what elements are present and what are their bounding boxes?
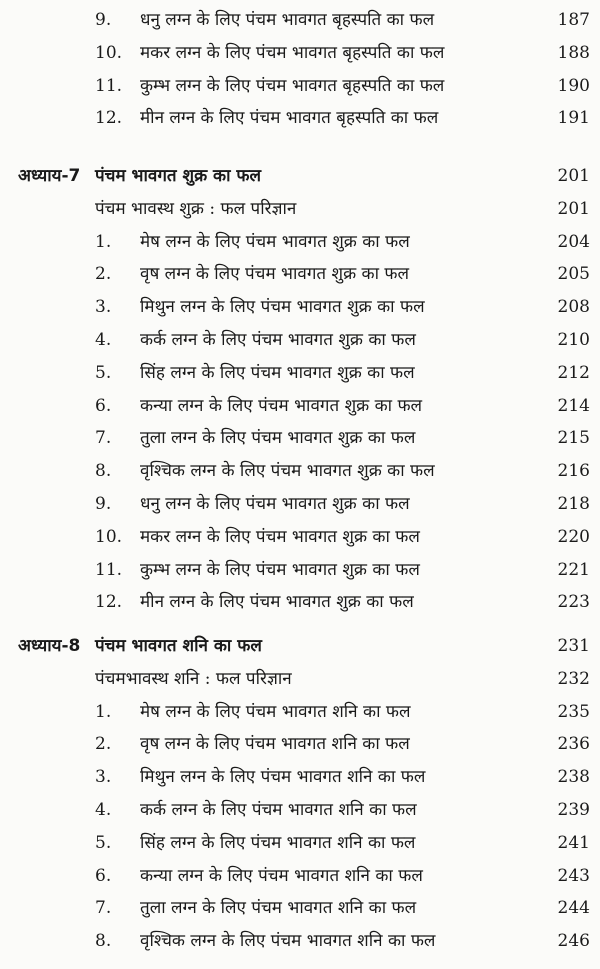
entry-title: मकर लग्न के लिए पंचम भावगत बृहस्पति का फल: [140, 42, 445, 63]
toc-entry: [0, 38, 600, 68]
toc-entry: [0, 489, 600, 519]
toc-entry: [0, 522, 600, 552]
entry-number: 10.: [95, 526, 123, 547]
entry-title: मेष लग्न के लिए पंचम भावगत शुक्र का फल: [140, 231, 410, 252]
page-number: 210: [557, 330, 590, 350]
page-number: 243: [557, 865, 590, 886]
entry-number: 8.: [95, 461, 112, 482]
toc-entry: [0, 893, 600, 923]
page-number: 214: [557, 395, 590, 416]
page-number: 235: [557, 701, 590, 722]
page-number: 239: [557, 800, 590, 820]
entry-number: 1.: [95, 701, 112, 722]
entry-title: कुम्भ लग्न के लिए पंचम भावगत बृहस्पति का फल: [140, 75, 445, 96]
page-number: 238: [557, 767, 590, 788]
entry-title: सिंह लग्न के लिए पंचम भावगत शनि का फल: [140, 832, 416, 853]
page-number: 201: [557, 198, 590, 219]
entry-title: कर्क लग्न के लिए पंचम भावगत शनि का फल: [140, 800, 417, 820]
toc-entry: [0, 259, 600, 289]
entry-number: 5.: [95, 362, 112, 383]
chapter-title: पंचम भावगत शनि का फल: [95, 636, 262, 656]
entry-title: मिथुन लग्न के लिए पंचम भावगत शनि का फल: [140, 767, 426, 788]
entry-title: वृष लग्न के लिए पंचम भावगत शनि का फल: [140, 734, 410, 755]
page-number: 244: [557, 898, 590, 919]
entry-title: कन्या लग्न के लिए पंचम भावगत शनि का फल: [140, 865, 423, 886]
entry-number: 7.: [95, 898, 112, 919]
chapter-intro: [0, 194, 600, 224]
page-number: 205: [557, 264, 590, 285]
toc-entry: [0, 325, 600, 355]
entry-number: 12.: [95, 592, 123, 613]
entry-title: धनु लग्न के लिए पंचम भावगत शुक्र का फल: [140, 494, 410, 514]
entry-number: 9.: [95, 10, 112, 30]
entry-title: कुम्भ लग्न के लिए पंचम भावगत शुक्र का फल: [140, 559, 420, 580]
entry-number: 4.: [95, 330, 112, 350]
entry-title: मिथुन लग्न के लिए पंचम भावगत शुक्र का फल: [140, 297, 425, 318]
intro-title: पंचमभावस्थ शनि : फल परिज्ञान: [95, 668, 292, 689]
entry-number: 2.: [95, 264, 112, 285]
entry-number: 1.: [95, 231, 112, 252]
entry-number: 5.: [95, 832, 112, 853]
toc-entry: [0, 292, 600, 322]
entry-number: 4.: [95, 800, 112, 820]
page-number: 216: [557, 461, 590, 482]
page-number: 246: [557, 931, 590, 952]
page-number: 187: [557, 10, 590, 30]
page-number: 212: [557, 362, 590, 383]
chapter-label: अध्याय-7: [18, 166, 81, 186]
toc-entry: [0, 391, 600, 421]
page-number: 215: [557, 428, 590, 449]
toc-entry: [0, 227, 600, 257]
entry-title: तुला लग्न के लिए पंचम भावगत शुक्र का फल: [140, 428, 416, 449]
chapter-intro: [0, 664, 600, 694]
entry-number: 11.: [95, 75, 123, 96]
page-number: 220: [557, 526, 590, 547]
entry-number: 2.: [95, 734, 112, 755]
toc-entry: [0, 358, 600, 388]
entry-title: वृश्चिक लग्न के लिए पंचम भावगत शुक्र का फल: [140, 461, 435, 482]
toc-entry: [0, 762, 600, 792]
entry-title: तुला लग्न के लिए पंचम भावगत शनि का फल: [140, 898, 417, 919]
entry-number: 6.: [95, 865, 112, 886]
toc-entry: [0, 103, 600, 133]
entry-number: 12.: [95, 108, 123, 129]
toc-entry: [0, 828, 600, 858]
page-number: 221: [557, 559, 590, 580]
toc-entry: [0, 71, 600, 101]
entry-number: 7.: [95, 428, 112, 449]
toc-entry: [0, 5, 600, 35]
intro-title: पंचम भावस्थ शुक्र : फल परिज्ञान: [95, 198, 297, 219]
entry-title: कन्या लग्न के लिए पंचम भावगत शुक्र का फल: [140, 395, 423, 416]
toc-entry: [0, 555, 600, 585]
entry-title: मीन लग्न के लिए पंचम भावगत शुक्र का फल: [140, 592, 414, 613]
toc-entry: [0, 795, 600, 825]
page-number: 188: [557, 42, 590, 63]
page-number: 236: [557, 734, 590, 755]
entry-title: धनु लग्न के लिए पंचम भावगत बृहस्पति का फल: [140, 10, 435, 30]
entry-number: 10.: [95, 42, 123, 63]
page-number: 190: [557, 75, 590, 96]
toc-entry: [0, 423, 600, 453]
entry-title: मेष लग्न के लिए पंचम भावगत शनि का फल: [140, 701, 411, 722]
toc-entry: [0, 587, 600, 617]
entry-number: 6.: [95, 395, 112, 416]
entry-title: वृश्चिक लग्न के लिए पंचम भावगत शनि का फल: [140, 931, 436, 952]
toc-entry: [0, 456, 600, 486]
entry-title: कर्क लग्न के लिए पंचम भावगत शुक्र का फल: [140, 330, 416, 350]
entry-number: 11.: [95, 559, 123, 580]
toc-entry: [0, 697, 600, 727]
page-number: 218: [557, 494, 590, 514]
entry-number: 3.: [95, 767, 112, 788]
page-number: 191: [557, 108, 590, 129]
page-number: 231: [557, 636, 590, 656]
toc-entry: [0, 729, 600, 759]
entry-title: सिंह लग्न के लिए पंचम भावगत शुक्र का फल: [140, 362, 415, 383]
entry-number: 9.: [95, 494, 112, 514]
toc-entry: [0, 861, 600, 891]
page-number: 204: [557, 231, 590, 252]
chapter-heading: [0, 631, 600, 661]
page-number: 241: [557, 832, 590, 853]
entry-title: मीन लग्न के लिए पंचम भावगत बृहस्पति का फल: [140, 108, 439, 129]
chapter-label: अध्याय-8: [18, 636, 81, 656]
toc-entry: [0, 926, 600, 956]
page-number: 232: [557, 668, 590, 689]
entry-number: 8.: [95, 931, 112, 952]
chapter-heading: [0, 161, 600, 191]
entry-title: वृष लग्न के लिए पंचम भावगत शुक्र का फल: [140, 264, 410, 285]
page-number: 201: [557, 166, 590, 186]
entry-number: 3.: [95, 297, 112, 318]
page-number: 223: [557, 592, 590, 613]
entry-title: मकर लग्न के लिए पंचम भावगत शुक्र का फल: [140, 526, 420, 547]
chapter-title: पंचम भावगत शुक्र का फल: [95, 166, 262, 186]
page-number: 208: [557, 297, 590, 318]
